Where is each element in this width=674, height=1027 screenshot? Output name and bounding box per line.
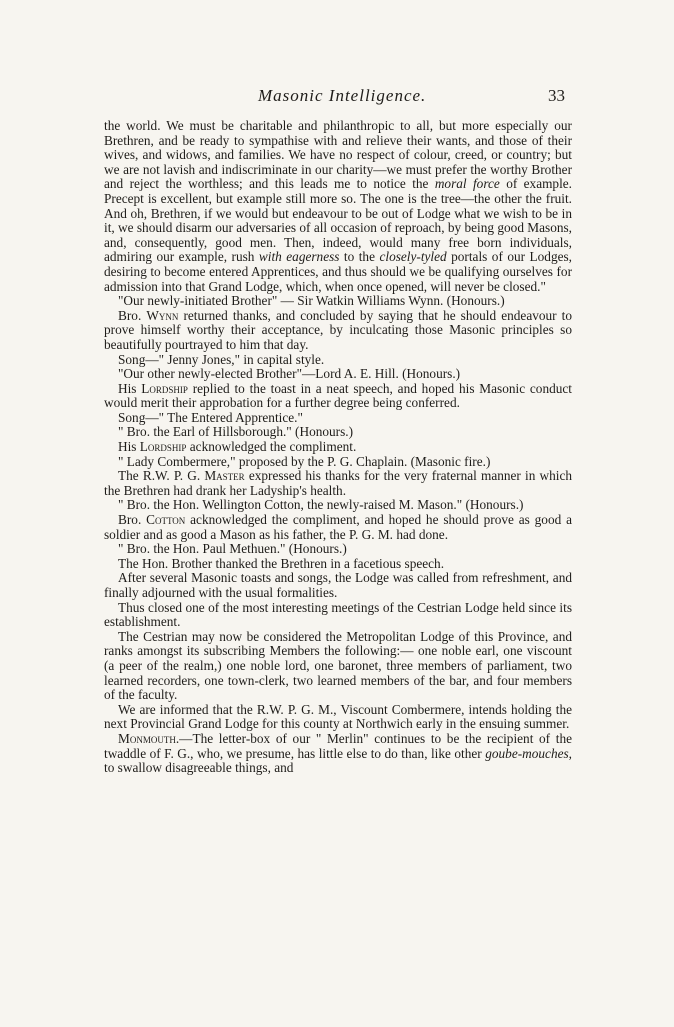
paragraph	[104, 309, 572, 353]
text-run: portals of our Lodges, desiring to become entered Apprentices, and thus should we be qualifying ourselves for admission into that Grand Lodge, which, when once opened, will never be closed."	[104, 249, 573, 294]
paragraph	[104, 542, 572, 557]
text-run: of example. Precept is excellent, but example still more so. The one is the tree—the other the fruit. And oh, Brethren, if we would but endeavour to be out of Lodge what we wish to be in it, we should disarm our adversaries of all occasion of reproach, by being good Masons, and, consequently, good men. Then, indeed, would many free born individuals, admiring our example, rush	[104, 176, 573, 265]
small-caps-text: Cotton	[146, 512, 186, 528]
italic-text: moral force	[434, 176, 500, 192]
text-run: "Our other newly-elected Brother"—Lord A. E. Hill. (Honours.)	[118, 366, 461, 382]
paragraph	[104, 557, 572, 572]
small-caps-text: Lordship	[139, 439, 187, 455]
paragraph	[104, 513, 572, 542]
italic-text: closely-tyled	[379, 249, 447, 265]
paragraph	[104, 294, 572, 309]
text-run: to the	[339, 249, 380, 265]
paragraph	[104, 411, 572, 426]
text-run: " Bro. the Hon. Paul Methuen." (Honours.)	[118, 541, 347, 557]
small-caps-text: Master	[204, 468, 245, 484]
text-run: acknowledged the compliment, and hoped he should prove as good a soldier and as good a Mason as his father, the P. G. M. had done.	[104, 512, 572, 542]
paragraph	[104, 119, 572, 294]
page-number: 33	[548, 86, 565, 105]
paragraph	[104, 703, 572, 732]
paragraph	[104, 440, 572, 455]
text-run: " Bro. the Earl of Hillsborough." (Honours.)	[118, 424, 354, 440]
running-title: Masonic Intelligence.	[258, 86, 427, 105]
small-caps-text: Lordship	[141, 380, 188, 396]
text-run: acknowledged the compliment.	[186, 439, 357, 455]
paragraph	[104, 367, 572, 382]
small-caps-text: Wynn	[146, 307, 179, 323]
paragraph	[104, 732, 572, 776]
text-run: expressed his thanks for the very fraternal manner in which the Brethren had drank her Ladyship's health.	[104, 468, 572, 498]
text-run: After several Masonic toasts and songs, the Lodge was called from refreshment, and finally adjourned with the usual formalities.	[104, 570, 572, 600]
text-run: replied to the toast in a neat speech, and hoped his Masonic conduct would merit their approbation for a further degree being conferred.	[104, 380, 572, 411]
paragraph	[104, 630, 572, 703]
text-run: The Cestrian may now be considered the Metropolitan Lodge of this Province, and ranks amongst its subscribing Members the following:— one noble earl, one viscount (a peer of the realm,) one noble lord, one baronet, three members of parliament, two learned recorders, one town-clerk, two learned members of the bar, and four members of the faculty.	[104, 628, 572, 703]
text-run: " Bro. the Hon. Wellington Cotton, the newly-raised M. Mason." (Honours.)	[118, 497, 524, 513]
italic-text: goube-mouches	[485, 745, 569, 761]
small-caps-text: Monmouth.	[118, 730, 180, 746]
paragraph	[104, 469, 572, 498]
text-run: The R.W. P. G.	[118, 468, 205, 484]
paragraph	[104, 425, 572, 440]
text-run: the world. We must be charitable and philanthropic to all, but more especially our Brethren, and be ready to sympathise with and relieve their wants, and those of their wives, and widows, and families. We have no respect of colour, creed, or country; but we are not lavish and indiscriminate in our charity—we must prefer the worthy Brother and reject the worthless; and this leads me to notice the	[104, 118, 572, 192]
text-run: Bro.	[118, 512, 147, 528]
article-body	[104, 119, 572, 776]
paragraph	[104, 455, 572, 470]
text-run: returned thanks, and concluded by saying that he should endeavour to prove himself worthy their acceptance, by inculcating those Masonic principles so beautifully pourtrayed to him that day.	[104, 307, 572, 352]
text-run: His	[118, 439, 140, 455]
paragraph	[104, 498, 572, 513]
text-run: , to swallow disagreeable things, and	[104, 745, 572, 776]
text-run: His	[118, 380, 142, 396]
text-run: —The letter-box of our " Merlin" continues to be the recipient of the twaddle of F. G., who, we presume, has little else to do than, like other	[104, 730, 572, 761]
text-run: Song—" Jenny Jones," in capital style.	[118, 351, 325, 367]
text-run: Thus closed one of the most interesting meetings of the Cestrian Lodge held since its establishment.	[104, 599, 572, 630]
paragraph	[104, 571, 572, 600]
text-run: The Hon. Brother thanked the Brethren in a facetious speech.	[118, 555, 445, 571]
text-run: "Our newly-initiated Brother" — Sir Watkin Williams Wynn. (Honours.)	[118, 293, 505, 309]
italic-text: with eagerness	[258, 249, 340, 265]
text-run: We are informed that the R.W. P. G. M., Viscount Combermere, intends holding the next Provincial Grand Lodge for this county at Northwich early in the ensuing summer.	[104, 701, 572, 732]
text-run: " Lady Combermere," proposed by the P. G. Chaplain. (Masonic fire.)	[118, 453, 491, 469]
text-run: Song—" The Entered Apprentice."	[118, 409, 303, 425]
paragraph	[104, 601, 572, 630]
text-run: Bro.	[118, 307, 147, 323]
paragraph	[104, 353, 572, 368]
page-header	[0, 86, 674, 110]
paragraph	[104, 382, 572, 411]
